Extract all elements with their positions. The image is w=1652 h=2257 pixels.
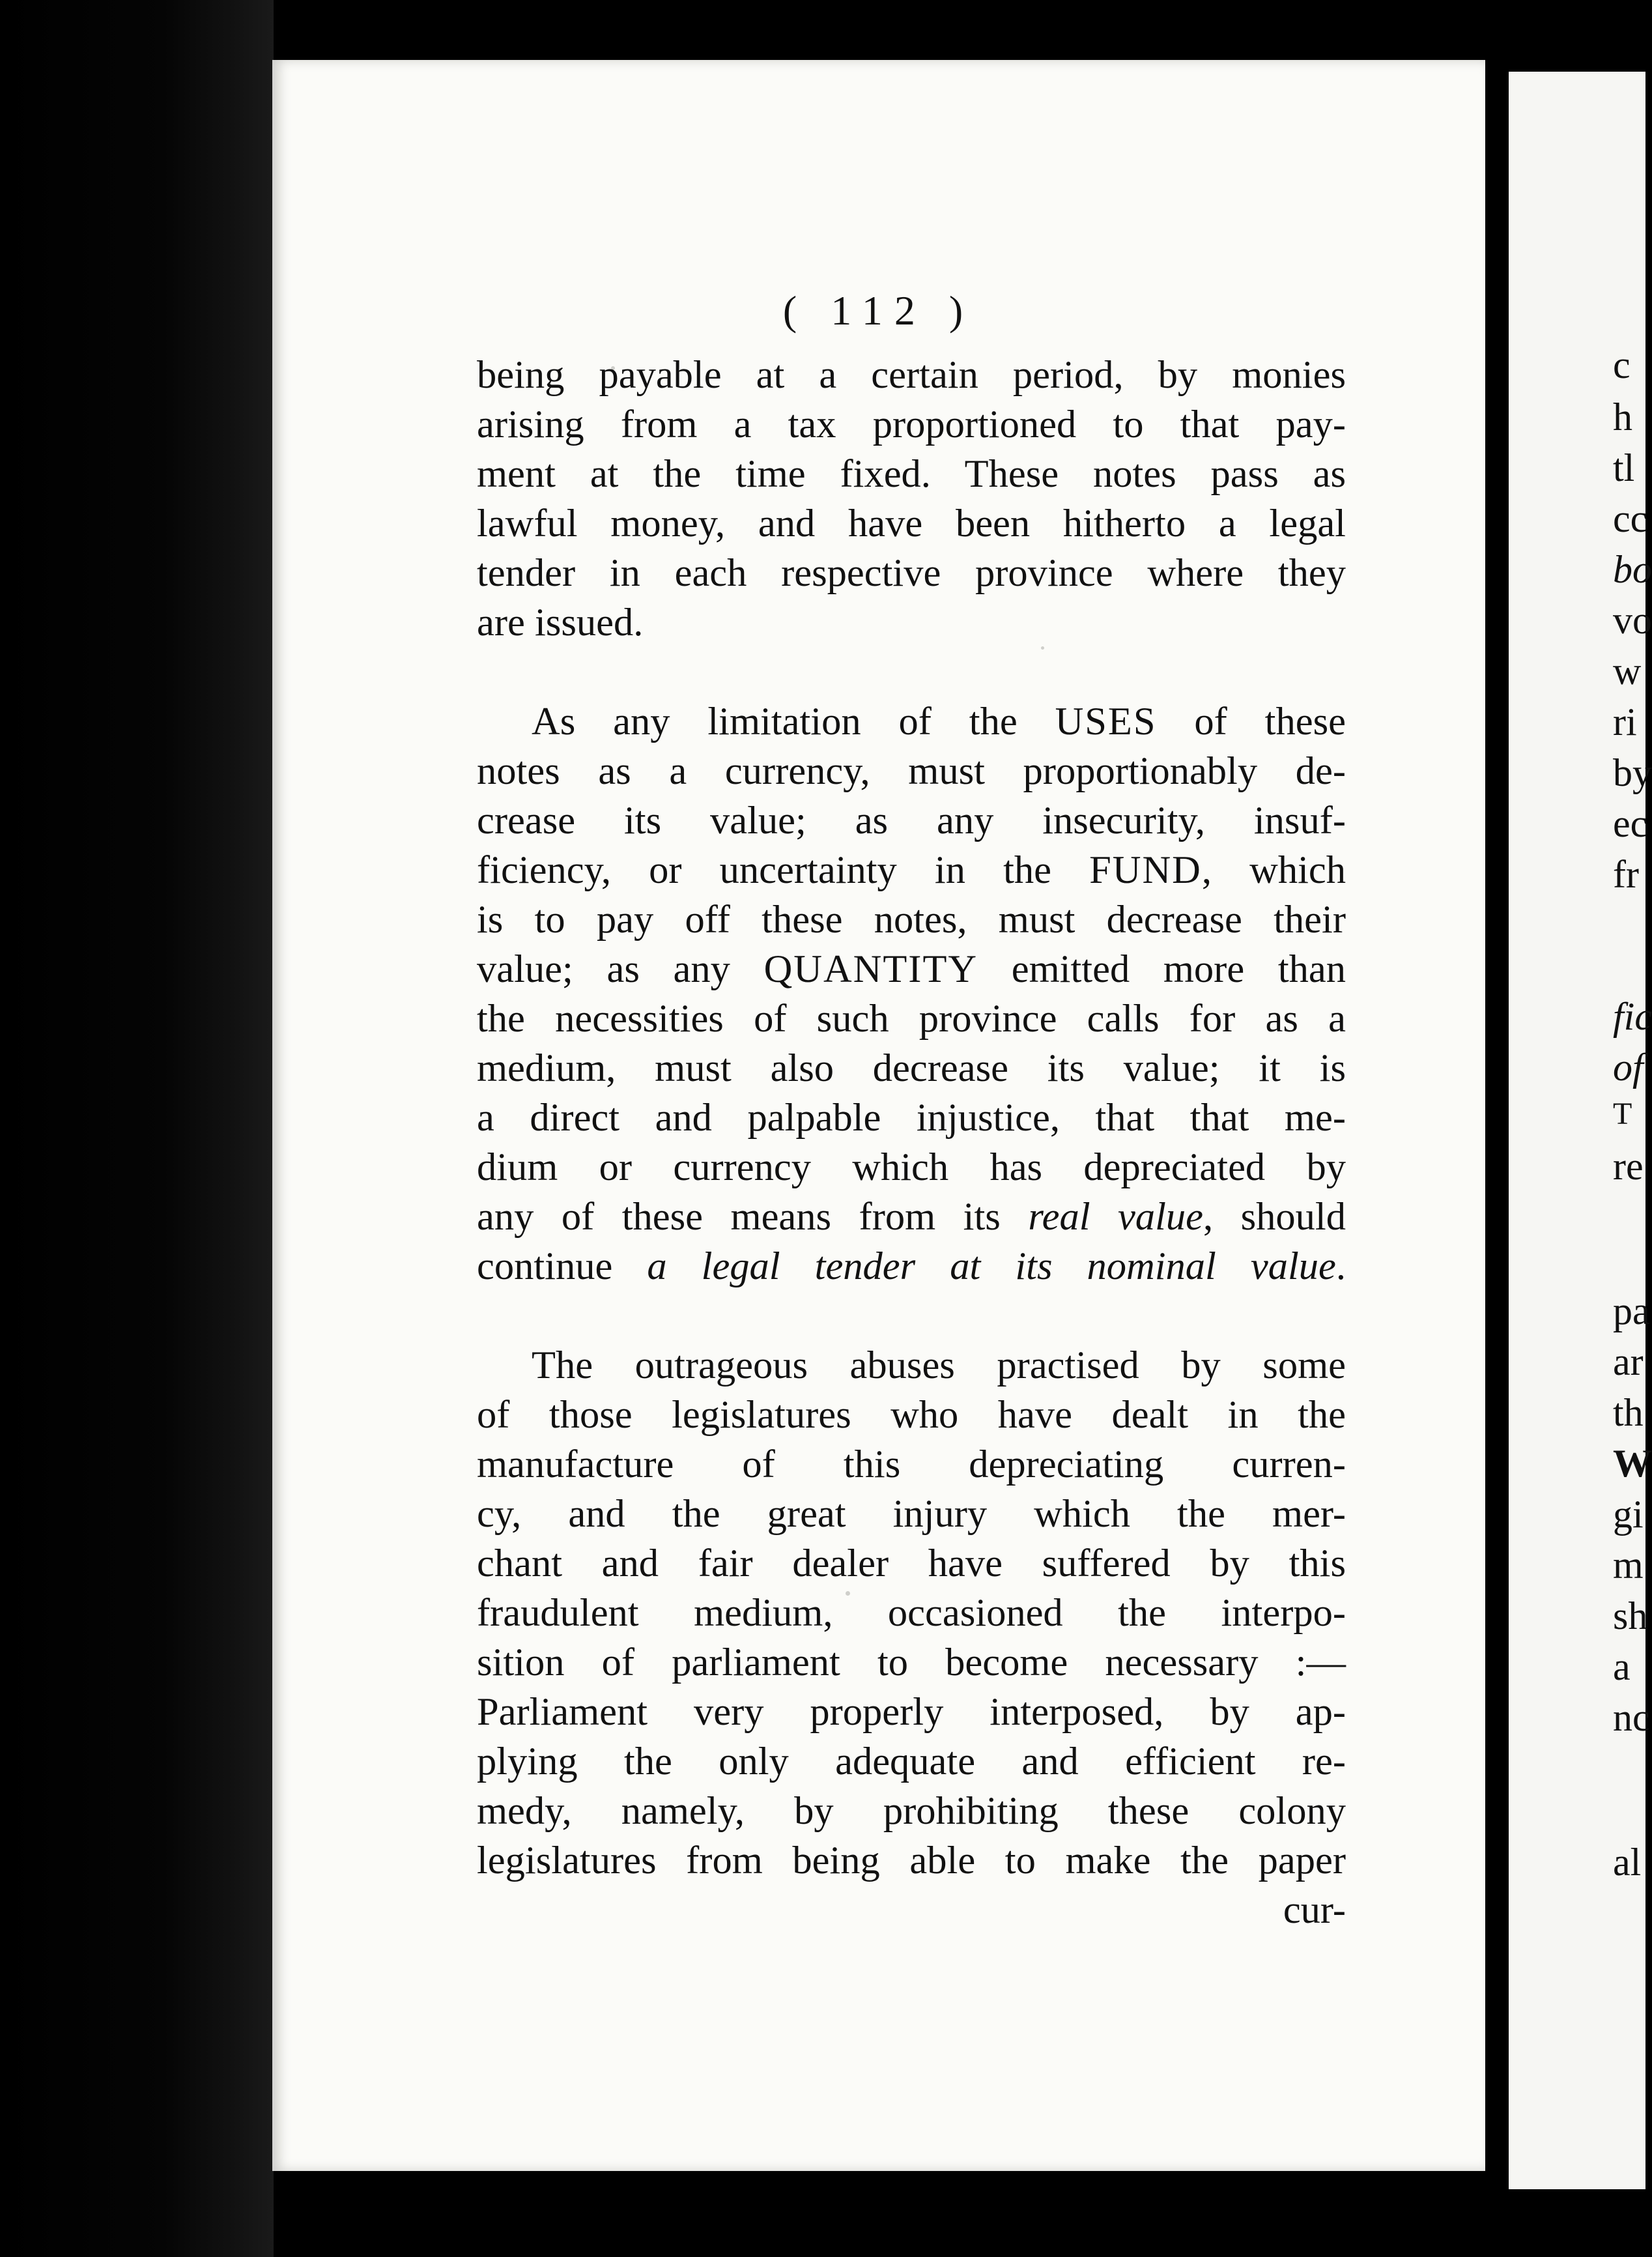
facing-page-fragment: th — [1613, 1391, 1644, 1434]
facing-page-fragment: pa — [1613, 1289, 1650, 1332]
facing-page-fragment: c — [1613, 343, 1631, 386]
facing-page-fragment: ec — [1613, 802, 1648, 845]
text-line: being payable at a certain period, by monies — [477, 353, 1346, 397]
text-line: ficiency, or uncertainty in the FUND, which — [477, 848, 1346, 892]
page-body — [477, 351, 1346, 1935]
small-caps-word: USES — [1055, 700, 1157, 743]
facing-page-fragment: cc — [1613, 497, 1648, 540]
book-spine-shadow — [0, 0, 274, 2257]
facing-page-fragment: re — [1613, 1145, 1644, 1188]
facing-page-edge — [1509, 72, 1652, 2189]
facing-page-fragment: by — [1613, 751, 1652, 794]
facing-page-fragment: W — [1613, 1442, 1652, 1485]
text-line: are issued. — [477, 601, 644, 644]
text-line: The outrageous abuses practised by some — [532, 1344, 1346, 1387]
facing-page-fragment: ri — [1613, 700, 1637, 743]
text-line: chant and fair dealer have suffered by this — [477, 1542, 1346, 1585]
text-line: plying the only adequate and efficient re- — [477, 1740, 1346, 1783]
paragraph-3 — [477, 1341, 1346, 1935]
page-number-header: ( 112 ) — [782, 287, 975, 334]
facing-page-fragment: w — [1613, 650, 1642, 693]
book-page — [272, 60, 1485, 2171]
text-line: tender in each respective province where they — [477, 551, 1346, 595]
facing-page-fragment: h — [1613, 395, 1632, 438]
text-line: sition of parliament to become necessary :— — [477, 1641, 1346, 1684]
book-gutter — [1485, 0, 1509, 2257]
text-line: dium or currency which has depreciated by — [477, 1145, 1346, 1189]
text-line: cy, and the great injury which the mer- — [477, 1492, 1346, 1536]
text-line: ment at the time fixed. These notes pass as — [477, 452, 1346, 496]
text-line: Parliament very properly interposed, by ap- — [477, 1690, 1346, 1734]
text-line: the necessities of such province calls for as a — [477, 997, 1346, 1041]
facing-page-fragment: bo — [1613, 548, 1652, 591]
text-line: manufacture of this depreciating curren- — [477, 1443, 1346, 1486]
text-line: continue a legal tender at its nominal value. — [477, 1244, 1346, 1288]
facing-page-fragment: m — [1613, 1544, 1644, 1587]
italic-phrase: real value — [1028, 1195, 1204, 1239]
facing-page-fragment: sh — [1613, 1594, 1648, 1637]
text-line: a direct and palpable injustice, that that me- — [477, 1096, 1346, 1140]
paragraph-2 — [477, 697, 1346, 1291]
facing-page-fragment: ar — [1613, 1340, 1644, 1383]
text-line: fraudulent medium, occasioned the interpo- — [477, 1591, 1346, 1635]
facing-page-fragment: T — [1613, 1097, 1632, 1131]
paragraph-1 — [477, 351, 1346, 648]
text-line: of those legislatures who have dealt in the — [477, 1393, 1346, 1437]
small-caps-word: QUANTITY — [763, 947, 978, 991]
facing-page-fragment: gi — [1613, 1493, 1644, 1536]
text-line: medy, namely, by prohibiting these colony — [477, 1789, 1346, 1833]
text-line: arising from a tax proportioned to that pay- — [477, 403, 1346, 446]
facing-page-fragment: al — [1613, 1841, 1642, 1884]
facing-page-fragment: of — [1613, 1046, 1644, 1089]
text-line: notes as a currency, must proportionably de- — [477, 749, 1346, 793]
text-line: lawful money, and have been hitherto a legal — [477, 502, 1346, 545]
italic-phrase: a legal tender at its nominal value — [647, 1244, 1336, 1288]
text-line: any of these means from its real value, should — [477, 1195, 1346, 1239]
facing-page-fragment: a — [1613, 1645, 1631, 1688]
text-line: is to pay off these notes, must decrease their — [477, 898, 1346, 942]
text-line: legislatures from being able to make the paper — [477, 1839, 1346, 1882]
text-line: crease its value; as any insecurity, insuf- — [477, 799, 1346, 842]
text-line: value; as any QUANTITY emitted more than — [477, 947, 1346, 991]
facing-page-fragment: vo — [1613, 599, 1652, 642]
facing-page-fragment: fr — [1613, 853, 1639, 896]
small-caps-word: FUND — [1089, 848, 1202, 892]
facing-page-fragment: tl — [1613, 446, 1635, 489]
facing-page-fragment: fic — [1613, 995, 1652, 1038]
text-line: medium, must also decrease its value; it is — [477, 1046, 1346, 1090]
facing-page-fragment: nc — [1613, 1696, 1650, 1739]
text-line: As any limitation of the USES of these — [532, 700, 1346, 743]
catchword: cur- — [1283, 1888, 1346, 1932]
